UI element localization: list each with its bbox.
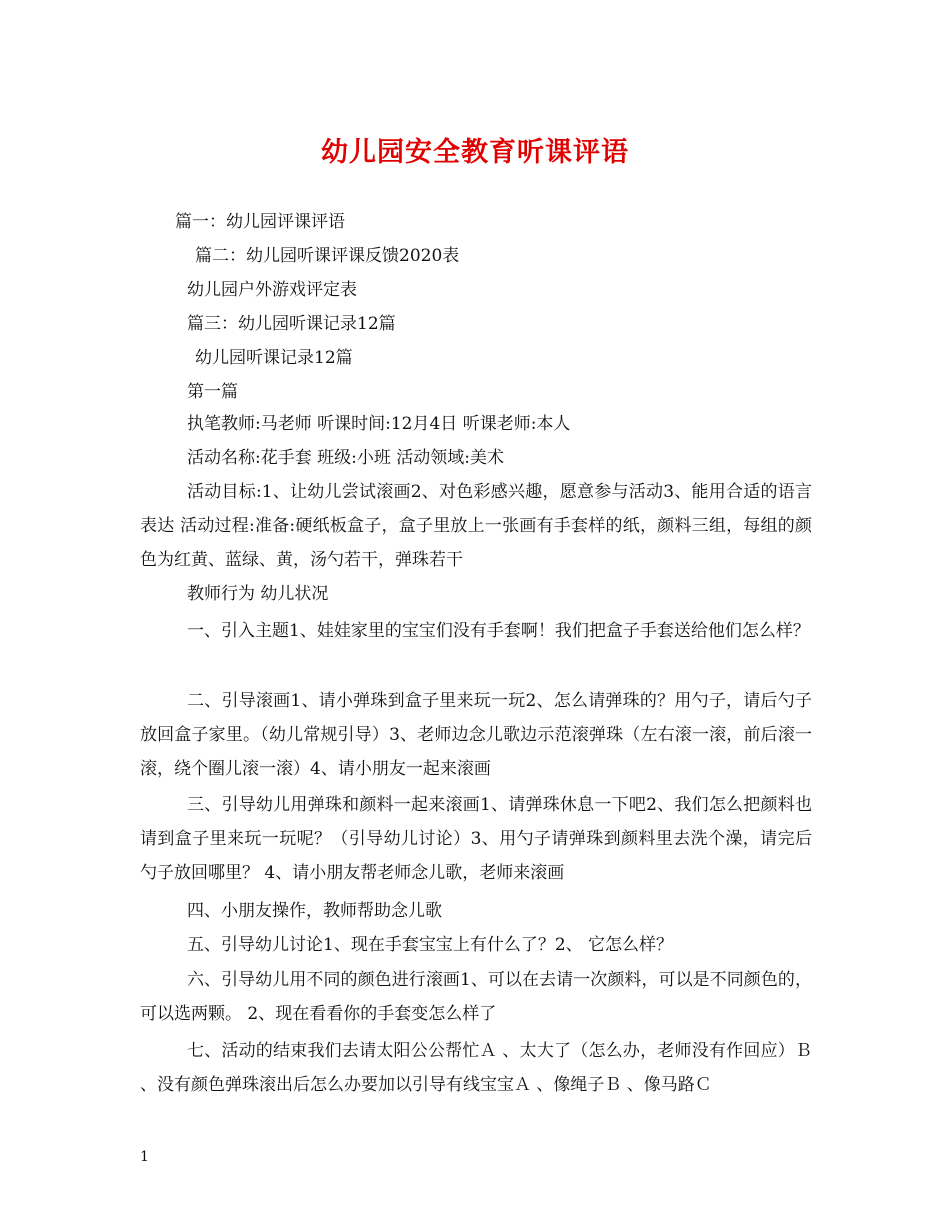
body-paragraph: 六、引导幼儿用不同的颜色进行滚画1、可以在去请一次颜料，可以是不同颜色的，可以选两颗。 2、现在看看你的手套变怎么样了 — [140, 970, 812, 1024]
text-line: 第一篇 — [187, 382, 238, 402]
body-paragraph: 三、引导幼儿用弹珠和颜料一起来滚画1、请弹珠休息一下吧2、我们怎么把颜料也请到盒子里来玩一玩呢？（引导幼儿讨论）3、用勺子请弹珠到颜料里去洗个澡，请完后勺子放回哪里？ 4、请小朋友帮老师念儿歌，老师来滚画 — [140, 795, 812, 883]
body-paragraph: 活动目标:1、让幼儿尝试滚画2、对色彩感兴趣，愿意参与活动3、能用合适的语言表达 活动过程:准备:硬纸板盒子，盒子里放上一张画有手套样的纸，颜料三组，每组的颜色为红黄、蓝绿、黄，汤勺若干，弹珠若干 — [140, 482, 812, 570]
text-line: 篇二：幼儿园听课评课反馈2020表 — [195, 246, 460, 266]
page-number: 1 — [140, 1149, 149, 1165]
text-line: 篇一：幼儿园评课评语 — [175, 212, 345, 232]
body-paragraph: 四、小朋友操作，教师帮助念儿歌 — [187, 901, 442, 921]
body-paragraph: 七、活动的结束我们去请太阳公公帮忙Ａ 、太大了（怎么办，老师没有作回应）Ｂ 、没有颜色弹珠滚出后怎么办要加以引导有线宝宝Ａ 、像绳子Ｂ 、像马路Ｃ — [140, 1041, 812, 1095]
text-line: 幼儿园听课记录12篇 — [195, 348, 353, 368]
body-paragraph: 教师行为 幼儿状况 — [187, 584, 329, 604]
text-line: 幼儿园户外游戏评定表 — [187, 280, 357, 300]
body-paragraph: 五、引导幼儿讨论1、现在手套宝宝上有什么了？2、 它怎么样？ — [187, 935, 674, 955]
body-paragraph: 二、引导滚画1、请小弹珠到盒子里来玩一玩2、怎么请弹珠的？用勺子，请后勺子放回盒子家里。（幼儿常规引导）3、老师边念儿歌边示范滚弹珠（左右滚一滚，前后滚一滚，绕个圈儿滚一滚）4、请小朋友一起来滚画 — [140, 691, 812, 779]
document-title: 幼儿园安全教育听课评语 — [321, 137, 629, 168]
body-paragraph: 一、引入主题1、娃娃家里的宝宝们没有手套啊！我们把盒子手套送给他们怎么样？ — [187, 621, 810, 641]
text-line: 活动名称:花手套 班级:小班 活动领域:美术 — [187, 448, 504, 468]
text-line: 篇三：幼儿园听课记录12篇 — [187, 314, 396, 334]
text-line: 执笔教师:马老师 听课时间:12月4日 听课老师:本人 — [187, 414, 571, 434]
